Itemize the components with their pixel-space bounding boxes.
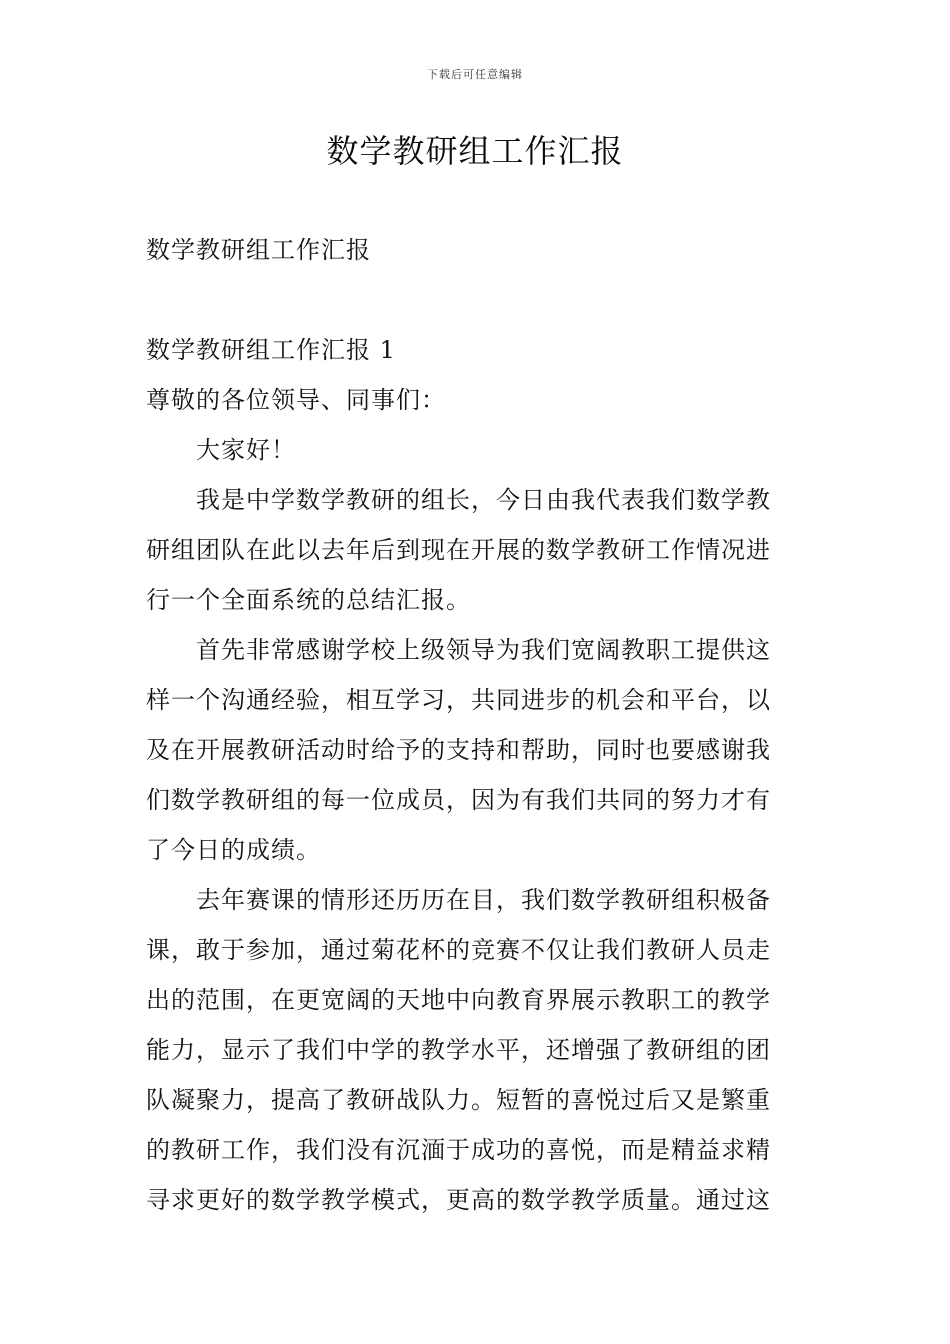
paragraph-line: 寻求更好的数学教学模式，更高的数学教学质量。通过这 — [146, 1186, 771, 1214]
paragraph-line: 的教研工作，我们没有沉湎于成功的喜悦，而是精益求精 — [146, 1136, 771, 1164]
paragraph-line: 样一个沟通经验，相互学习，共同进步的机会和平台，以 — [146, 686, 771, 714]
paragraph-line: 们数学教研组的每一位成员，因为有我们共同的努力才有 — [146, 786, 771, 814]
header-note: 下载后可任意编辑 — [427, 68, 523, 81]
document-subtitle — [146, 225, 806, 275]
section-heading: 数学教研组工作汇报 1 — [146, 336, 396, 364]
paragraph — [146, 625, 806, 875]
paragraph-line: 研组团队在此以去年后到现在开展的数学教研工作情况进 — [146, 536, 771, 564]
paragraph-line: 我是中学数学教研的组长，今日由我代表我们数学教 — [196, 486, 771, 514]
paragraph-line: 能力，显示了我们中学的教学水平，还增强了教研组的团 — [146, 1036, 771, 1064]
greeting-block — [146, 425, 806, 475]
paragraph-line: 了今日的成绩。 — [146, 836, 321, 864]
document-title: 数学教研组工作汇报 — [326, 132, 624, 170]
section-heading-block — [146, 325, 806, 425]
paragraph-line: 行一个全面系统的总结汇报。 — [146, 586, 471, 614]
greeting: 大家好！ — [196, 436, 296, 464]
subtitle-text: 数学教研组工作汇报 — [146, 236, 371, 264]
paragraph-line: 去年赛课的情形还历历在目，我们数学教研组积极备 — [196, 886, 771, 914]
body-paragraphs — [146, 475, 806, 1225]
paragraph-line: 首先非常感谢学校上级领导为我们宽阔教职工提供这 — [196, 636, 771, 664]
paragraph-line: 及在开展教研活动时给予的支持和帮助，同时也要感谢我 — [146, 736, 771, 764]
paragraph-line: 课，敢于参加，通过菊花杯的竞赛不仅让我们教研人员走 — [146, 936, 771, 964]
salutation: 尊敬的各位领导、同事们： — [146, 386, 446, 414]
paragraph-line: 出的范围，在更宽阔的天地中向教育界展示教职工的教学 — [146, 986, 771, 1014]
paragraph-line: 队凝聚力，提高了教研战队力。短暂的喜悦过后又是繁重 — [146, 1086, 771, 1114]
paragraph — [146, 475, 806, 625]
paragraph — [146, 875, 806, 1225]
